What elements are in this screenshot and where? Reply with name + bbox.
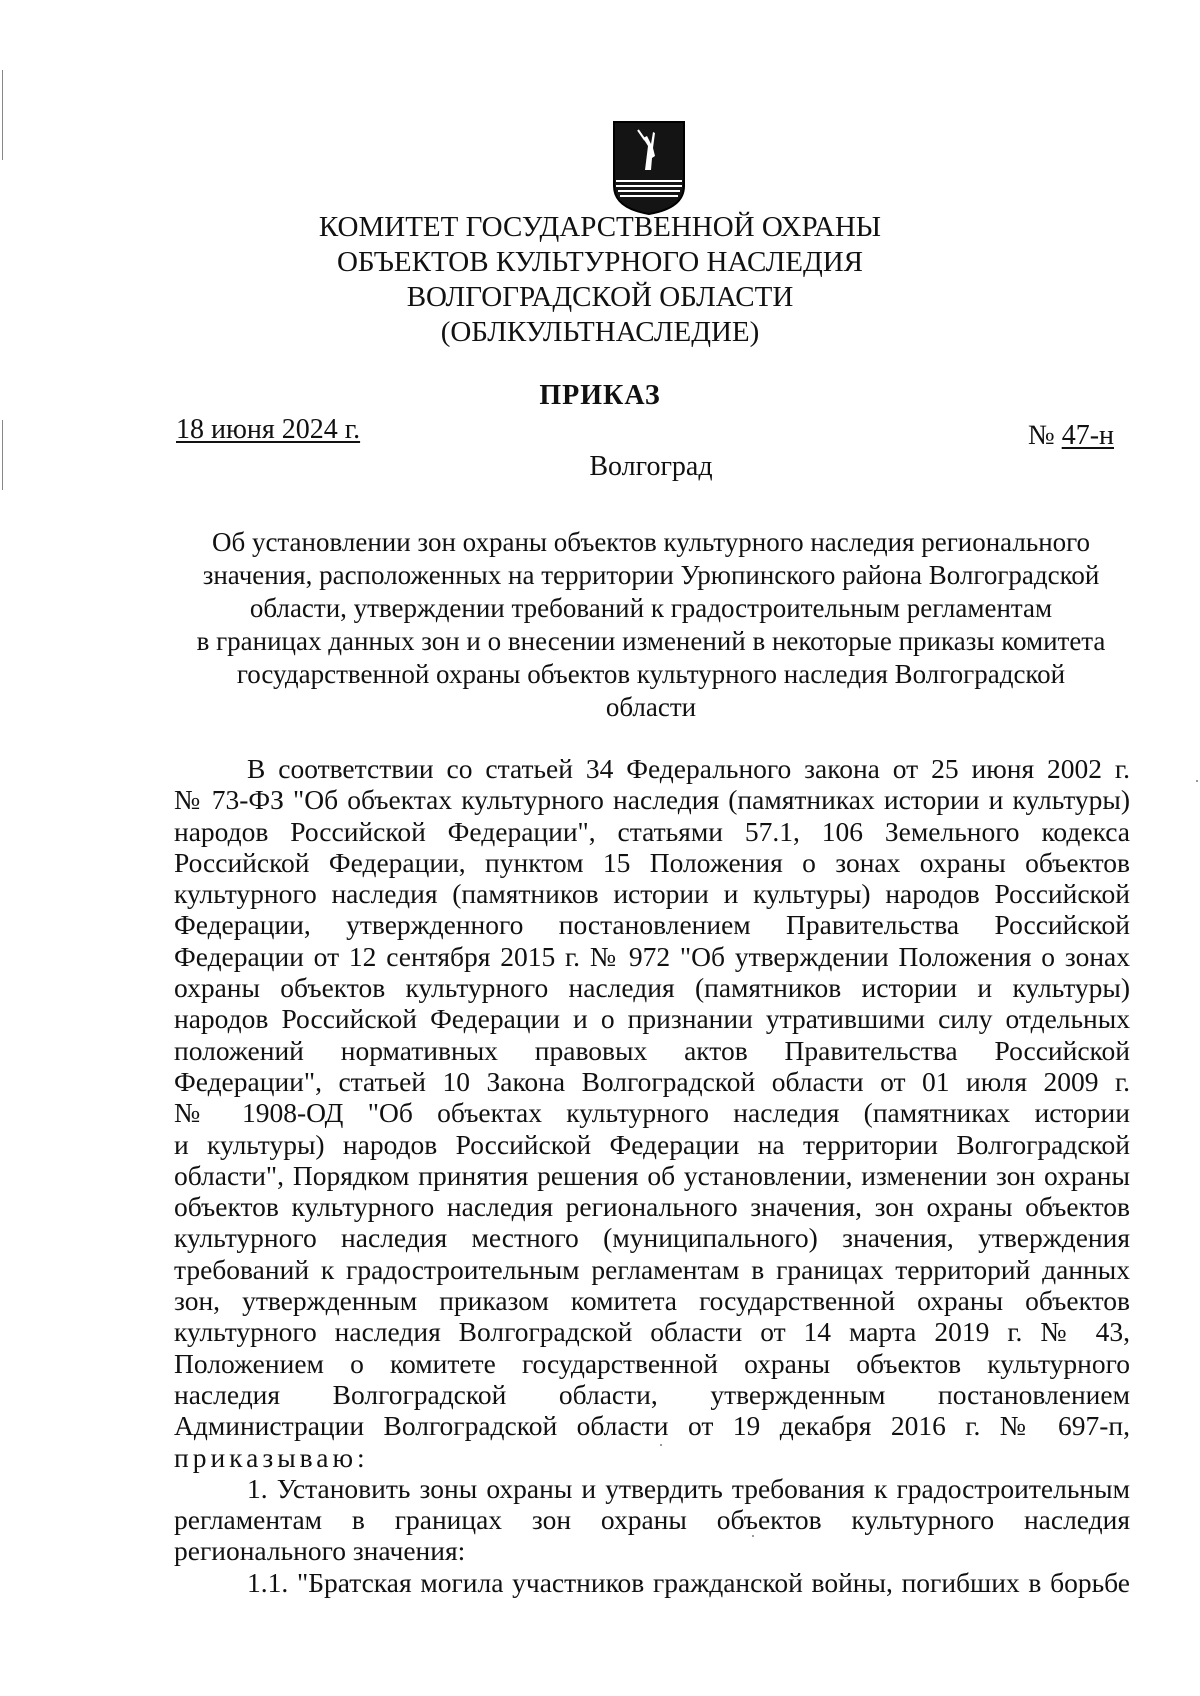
authority-line: (ОБЛКУЛЬТНАСЛЕДИЕ): [440, 316, 760, 348]
body-line: Положением о комитете государственной охраны объектов культурного: [174, 1347, 1130, 1379]
order-word: приказываю:: [174, 1441, 369, 1473]
authority-line: ВОЛГОГРАДСКОЙ ОБЛАСТИ: [406, 281, 794, 313]
scan-speck: [660, 1444, 662, 1446]
body-line: № 1908-ОД "Об объектах культурного наследия (памятниках истории: [174, 1097, 1130, 1129]
title-line: Об установлении зон охраны объектов культурного наследия регионального: [211, 527, 1091, 557]
body-line: объектов культурного наследия регионального значения, зон охраны объектов: [174, 1191, 1130, 1223]
body-line: народов Российской Федерации", статьями 57.1, 106 Земельного кодекса: [174, 815, 1130, 847]
title-line: государственной охраны объектов культурного наследия Волгоградской: [236, 659, 1066, 689]
item-1-line: регламентам в границах зон охраны объектов культурного наследия: [174, 1504, 1130, 1536]
document-city: Волгоград: [589, 451, 713, 482]
body-line: В соответствии со статьей 34 Федерального закона от 25 июня 2002 г.: [247, 753, 1130, 784]
body-line: Федерации, утвержденного постановлением Правительства Российской: [174, 909, 1130, 941]
body-line: области", Порядком принятия решения об установлении, изменении зон охраны: [174, 1159, 1130, 1191]
body-line: положений нормативных правовых актов Правительства Российской: [174, 1034, 1130, 1066]
scan-speck: [752, 1535, 754, 1537]
document-title: [160, 526, 1142, 724]
item-1-line: регионального значения:: [174, 1535, 466, 1567]
coat-of-arms-emblem: [612, 120, 686, 216]
number-prefix: №: [1027, 420, 1055, 451]
authority-line: КОМИТЕТ ГОСУДАРСТВЕННОЙ ОХРАНЫ: [318, 211, 882, 243]
title-line: области, утверждении требований к градостроительным регламентам: [249, 593, 1053, 623]
scan-margin-mark: [2, 70, 3, 160]
body-line: требований к градостроительным регламентам в границах территорий данных: [174, 1253, 1130, 1285]
body-line: Российской Федерации, пунктом 15 Положения о зонах охраны объектов: [174, 846, 1130, 878]
body-line: культурного наследия (памятников истории и культуры) народов Российской: [174, 878, 1130, 910]
title-line: в границах данных зон и о внесении изменений в некоторые приказы комитета: [196, 626, 1106, 656]
scan-speck: [1196, 780, 1198, 782]
body-line: Федерации", статьей 10 Закона Волгоградской области от 01 июля 2009 г.: [174, 1065, 1130, 1097]
body-line: Федерации от 12 сентября 2015 г. № 972 "Об утверждении Положения о зонах: [174, 940, 1130, 972]
body-line: Администрации Волгоградской области от 19 декабря 2016 г. № 697-п,: [174, 1410, 1130, 1442]
body-line: культурного наследия местного (муниципального) значения, утверждения: [174, 1222, 1130, 1254]
body-line: зон, утвержденным приказом комитета государственной охраны объектов: [174, 1285, 1130, 1317]
number-value: 47-н: [1061, 420, 1114, 451]
scan-margin-mark: [2, 420, 3, 490]
authority-line: ОБЪЕКТОВ КУЛЬТУРНОГО НАСЛЕДИЯ: [336, 246, 864, 278]
body-line: народов Российской Федерации и о признании утратившими силу отдельных: [174, 1003, 1130, 1035]
body-line: охраны объектов культурного наследия (памятников истории и культуры): [174, 972, 1130, 1004]
body-line: наследия Волгоградской области, утвержденным постановлением: [174, 1378, 1130, 1410]
document-number: [1028, 420, 1114, 452]
body-line: и культуры) народов Российской Федерации на территории Волгоградской: [174, 1128, 1130, 1160]
document-date: 18 июня 2024 г.: [176, 414, 361, 445]
preamble: [174, 753, 1130, 1598]
item-1-1-line: 1.1. "Братская могила участников гражданской войны, погибших в борьбе: [247, 1566, 1130, 1598]
item-1-line: 1. Установить зоны охраны и утвердить требования к градостроительным: [247, 1472, 1130, 1504]
title-line: значения, расположенных на территории Урюпинского района Волгоградской: [202, 560, 1100, 590]
authority-name: [250, 210, 950, 350]
document-type: ПРИКАЗ: [539, 380, 661, 411]
body-line: культурного наследия Волгоградской области от 14 марта 2019 г. № 43,: [174, 1316, 1130, 1348]
title-line: области: [605, 692, 697, 722]
body-line: № 73-ФЗ "Об объектах культурного наследия (памятниках истории и культуры): [174, 784, 1130, 816]
